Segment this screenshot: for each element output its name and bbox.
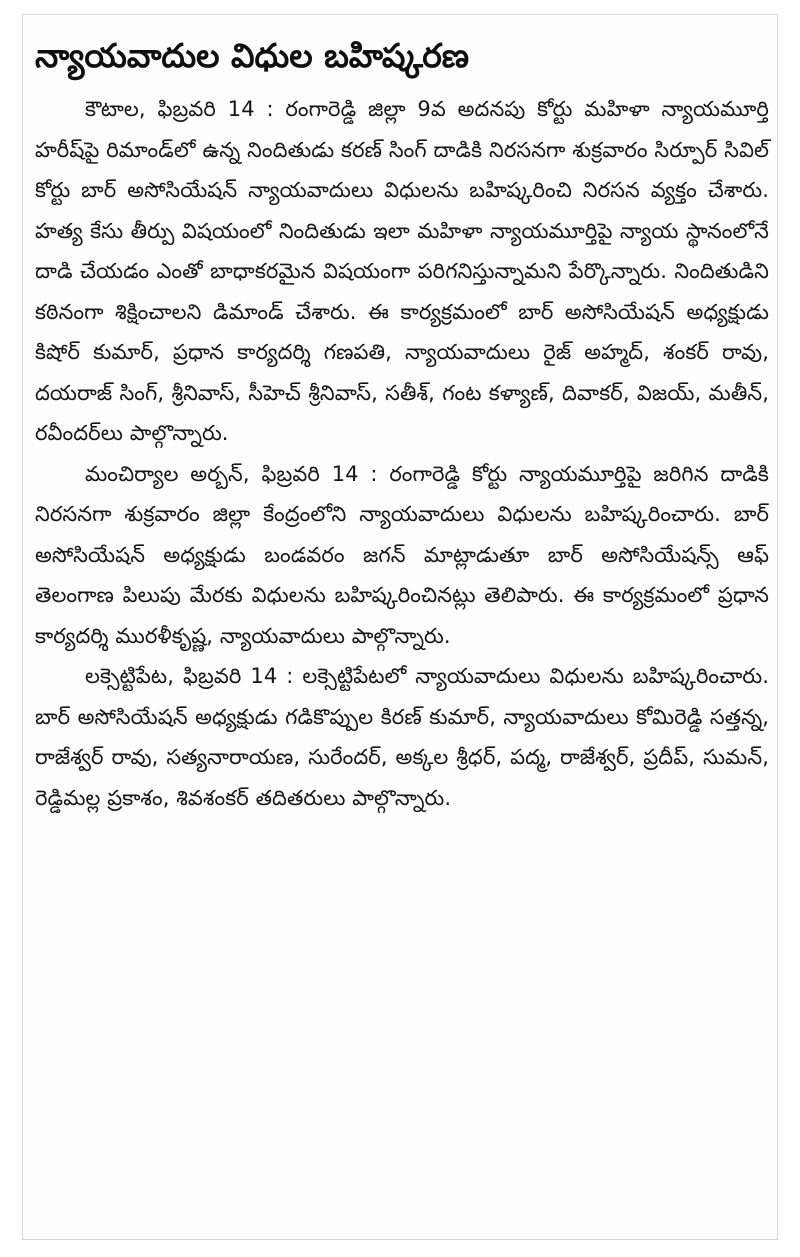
news-clipping	[22, 14, 778, 1240]
paragraph-mancherial: మంచిర్యాల అర్బన్, ఫిబ్రవరి 14 : రంగారెడ్డి కోర్టు న్యాయమూర్తిపై జరిగిన దాడికి నిరసనగా శుక్రవారం జిల్లా కేంద్రంలోని న్యాయవాదులు విధులను బహిష్కరించారు. బార్ అసోసియేషన్ అధ్యక్షుడు బండవరం జగన్ మాట్లాడుతూ బార్ అసోసియేషన్స్ ఆఫ్ తెలంగాణ పిలుపు మేరకు విధులను బహిష్కరించినట్లు తెలిపారు. ఈ కార్యక్రమంలో ప్రధాన కార్యదర్శి మురళీకృష్ణ, న్యాయవాదులు పాల్గొన్నారు.	[35, 461, 769, 648]
paragraph-kautala: కౌటాల, ఫిబ్రవరి 14 : రంగారెడ్డి జిల్లా 9వ అదనపు కోర్టు మహిళా న్యాయమూర్తి హరీష్‌పై రిమాండ్‌లో ఉన్న నిందితుడు కరణ్ సింగ్ దాడికి నిరసనగా శుక్రవారం సిర్పూర్ సివిల్ కోర్టు బార్ అసోసియేషన్ న్యాయవాదులు విధులను బహిష్కరించి నిరసన వ్యక్తం చేశారు. హత్య కేసు తీర్పు విషయంలో నిందితుడు ఇలా మహిళా న్యాయమూర్తిపై న్యాయ స్థానంలోనే దాడి చేయడం ఎంతో బాధాకరమైన విషయంగా పరిగనిస్తున్నామని పేర్కొన్నారు. నిందితుడిని కఠినంగా శిక్షించాలని డిమాండ్ చేశారు. ఈ కార్యక్రమంలో బార్ అసోసియేషన్ అధ్యక్షుడు కిషోర్ కుమార్, ప్రధాన కార్యదర్శి గణపతి, న్యాయవాదులు రైజ్ అహ్మద్, శంకర్ రావు, దయరాజ్ సింగ్, శ్రీనివాస్, సీహెచ్ శ్రీనివాస్, సతీశ్, గంట కళ్యాణ్, దివాకర్, విజయ్, మతీన్, రవీందర్‌లు పాల్గొన్నారు.	[35, 97, 769, 445]
paragraph-luxettipet: లక్సెట్టిపేట, ఫిబ్రవరి 14 : లక్సెట్టిపేటలో న్యాయవాదులు విధులను బహిష్కరించారు. బార్ అసోసియేషన్ అధ్యక్షుడు గడికొప్పుల కిరణ్ కుమార్, న్యాయవాదులు కోమిరెడ్డి సత్తన్న, రాజేశ్వర్ రావు, సత్యనారాయణ, సురేందర్, అక్కల శ్రీధర్, పద్మ, రాజేశ్వర్, ప్రదీప్, సుమన్, రెడ్డిమల్ల ప్రకాశం, శివశంకర్ తదితరులు పాల్గొన్నారు.	[35, 664, 769, 810]
headline: న్యాయవాదుల విధుల బహిష్కరణ	[35, 36, 470, 75]
